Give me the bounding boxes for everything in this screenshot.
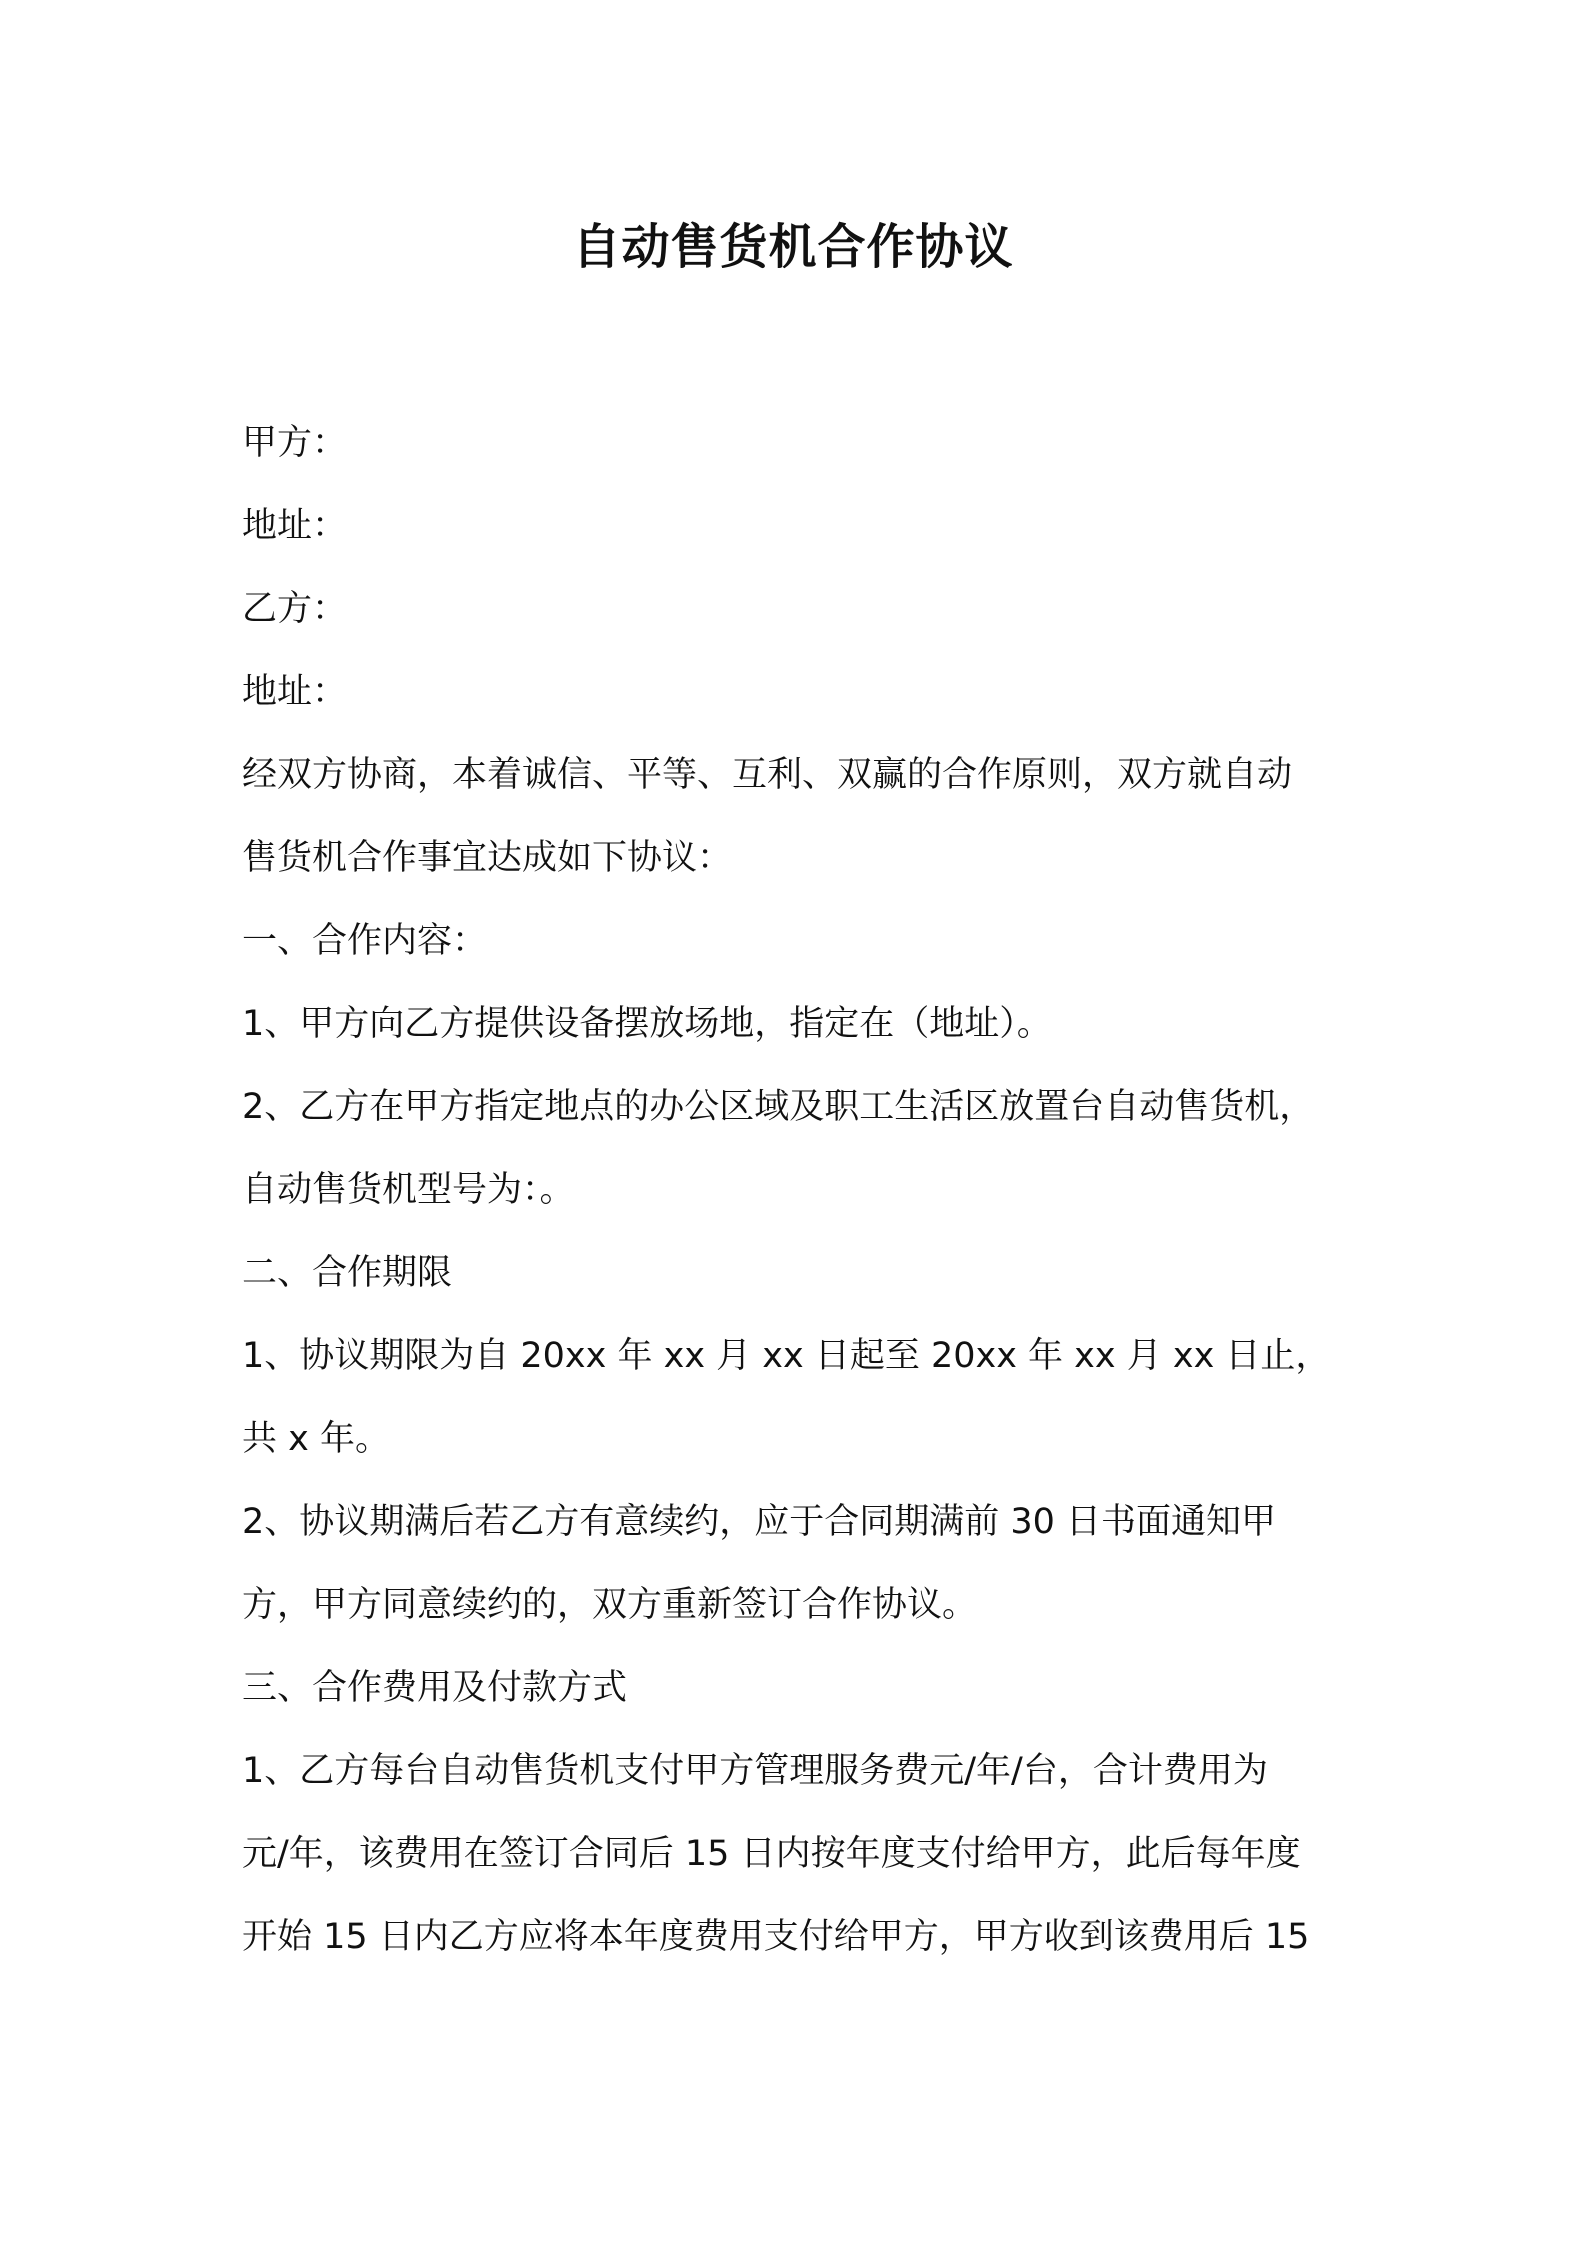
section-heading: 一、合作内容： bbox=[242, 921, 488, 961]
clause-line: 开始 15 日内乙方应将本年度费用支付给甲方，甲方收到该费用后 15 bbox=[242, 1917, 1310, 1957]
clause-line: 自动售货机型号为：。 bbox=[242, 1170, 575, 1210]
preamble-line: 经双方协商，本着诚信、平等、互利、双赢的合作原则，双方就自动 bbox=[242, 755, 1293, 795]
clause-line: 方，甲方同意续约的，双方重新签订合作协议。 bbox=[242, 1585, 978, 1625]
party-a-label: 甲方： bbox=[242, 423, 348, 463]
clause-line: 1、乙方每台自动售货机支付甲方管理服务费元/年/台，合计费用为 bbox=[242, 1751, 1268, 1791]
section-heading: 二、合作期限 bbox=[242, 1253, 453, 1293]
clause-line: 2、乙方在甲方指定地点的办公区域及职工生活区放置台自动售货机， bbox=[242, 1087, 1315, 1127]
clause-line: 2、协议期满后若乙方有意续约，应于合同期满前 30 日书面通知甲 bbox=[242, 1502, 1277, 1542]
clause-line: 共 x 年。 bbox=[242, 1419, 390, 1459]
section-heading: 三、合作费用及付款方式 bbox=[242, 1668, 628, 1708]
party-b-label: 乙方： bbox=[242, 589, 348, 629]
clause-line: 1、甲方向乙方提供设备摆放场地，指定在（地址）。 bbox=[242, 1004, 1052, 1044]
document-body bbox=[242, 402, 1362, 1979]
document-title: 自动售货机合作协议 bbox=[572, 219, 1014, 275]
party-b-address-label: 地址： bbox=[242, 672, 348, 712]
preamble-line: 售货机合作事宜达成如下协议： bbox=[242, 838, 733, 878]
party-a-address-label: 地址： bbox=[242, 506, 348, 546]
clause-line: 1、协议期限为自 20xx 年 xx 月 xx 日起至 20xx 年 xx 月 xx 日止， bbox=[242, 1336, 1331, 1376]
clause-line: 元/年，该费用在签订合同后 15 日内按年度支付给甲方，此后每年度 bbox=[242, 1834, 1301, 1874]
